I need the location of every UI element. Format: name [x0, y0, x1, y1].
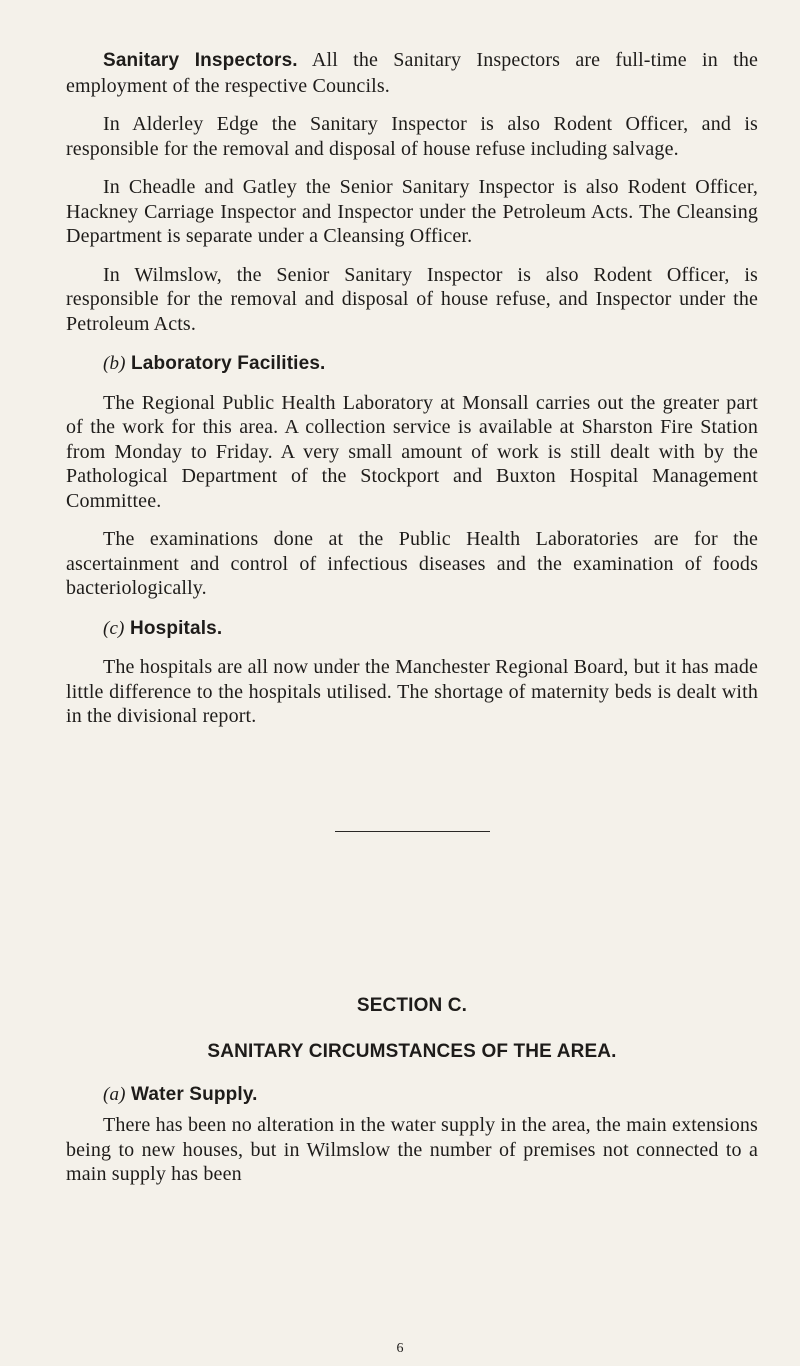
water-supply-heading [103, 1083, 758, 1108]
laboratory-letter: (b) [103, 353, 126, 374]
hospitals-paragraph: The hospitals are all now under the Manchester Regional Board, but it has made little difference to the hospitals utilised. The shortage of maternity beds is dealt with in the divisional report. [66, 656, 758, 727]
sanitary-inspectors-heading: Sanitary Inspectors. [103, 50, 298, 71]
water-supply-heading-text: Water Supply. [131, 1083, 258, 1105]
laboratory-paragraph-1: The Regional Public Health Laboratory at Monsall carries out the greater part of the work for this area. A collection service is available at Sharston Fire Station from Monday to Friday. A very small amount of work is still dealt with by the Pathological Department of the Stockport and Buxton Hospital Management Committee. [66, 391, 758, 512]
hospitals-letter: (c) [103, 617, 125, 639]
water-supply-paragraph: There has been no alteration in the water supply in the area, the main extensions being to new houses, but in Wilmslow the number of premises not connected to a main supply has been [66, 1114, 758, 1185]
sanitary-inspectors-paragraph [66, 48, 758, 98]
laboratory-paragraph-2: The examinations done at the Public Health Laboratories are for the ascertainment and control of infectious diseases and the examination of foods bacteriologically. [66, 528, 758, 599]
alderley-edge-paragraph: In Alderley Edge the Sanitary Inspector is also Rodent Officer, and is responsible for the removal and disposal of house refuse including salvage. [66, 113, 758, 160]
wilmslow-paragraph: In Wilmslow, the Senior Sanitary Inspector is also Rodent Officer, is responsible for the removal and disposal of house refuse, and Inspector under the Petroleum Acts. [66, 263, 758, 335]
water-supply-letter: (a) [103, 1083, 126, 1105]
laboratory-heading [103, 352, 758, 377]
laboratory-heading-text: Laboratory Facilities. [131, 353, 326, 374]
cheadle-gatley-paragraph: In Cheadle and Gatley the Senior Sanitary Inspector is also Rodent Officer, Hackney Carriage Inspector and Inspector under the Petroleum Acts. The Cleansing Department is separate under a Cleansing Officer. [66, 176, 758, 247]
page-number: 6 [396, 1341, 404, 1356]
hospitals-heading-text: Hospitals. [129, 617, 223, 639]
hospitals-heading [103, 617, 758, 642]
section-c-subtitle: SANITARY CIRCUMSTANCES OF THE AREA. [207, 1041, 617, 1062]
document-page [66, 48, 758, 1187]
sanitary-inspectors-intro: All the Sanitary Inspectors are full-time in the employment of the respective Councils. [66, 49, 759, 97]
section-c-title: SECTION C. [356, 994, 468, 1016]
